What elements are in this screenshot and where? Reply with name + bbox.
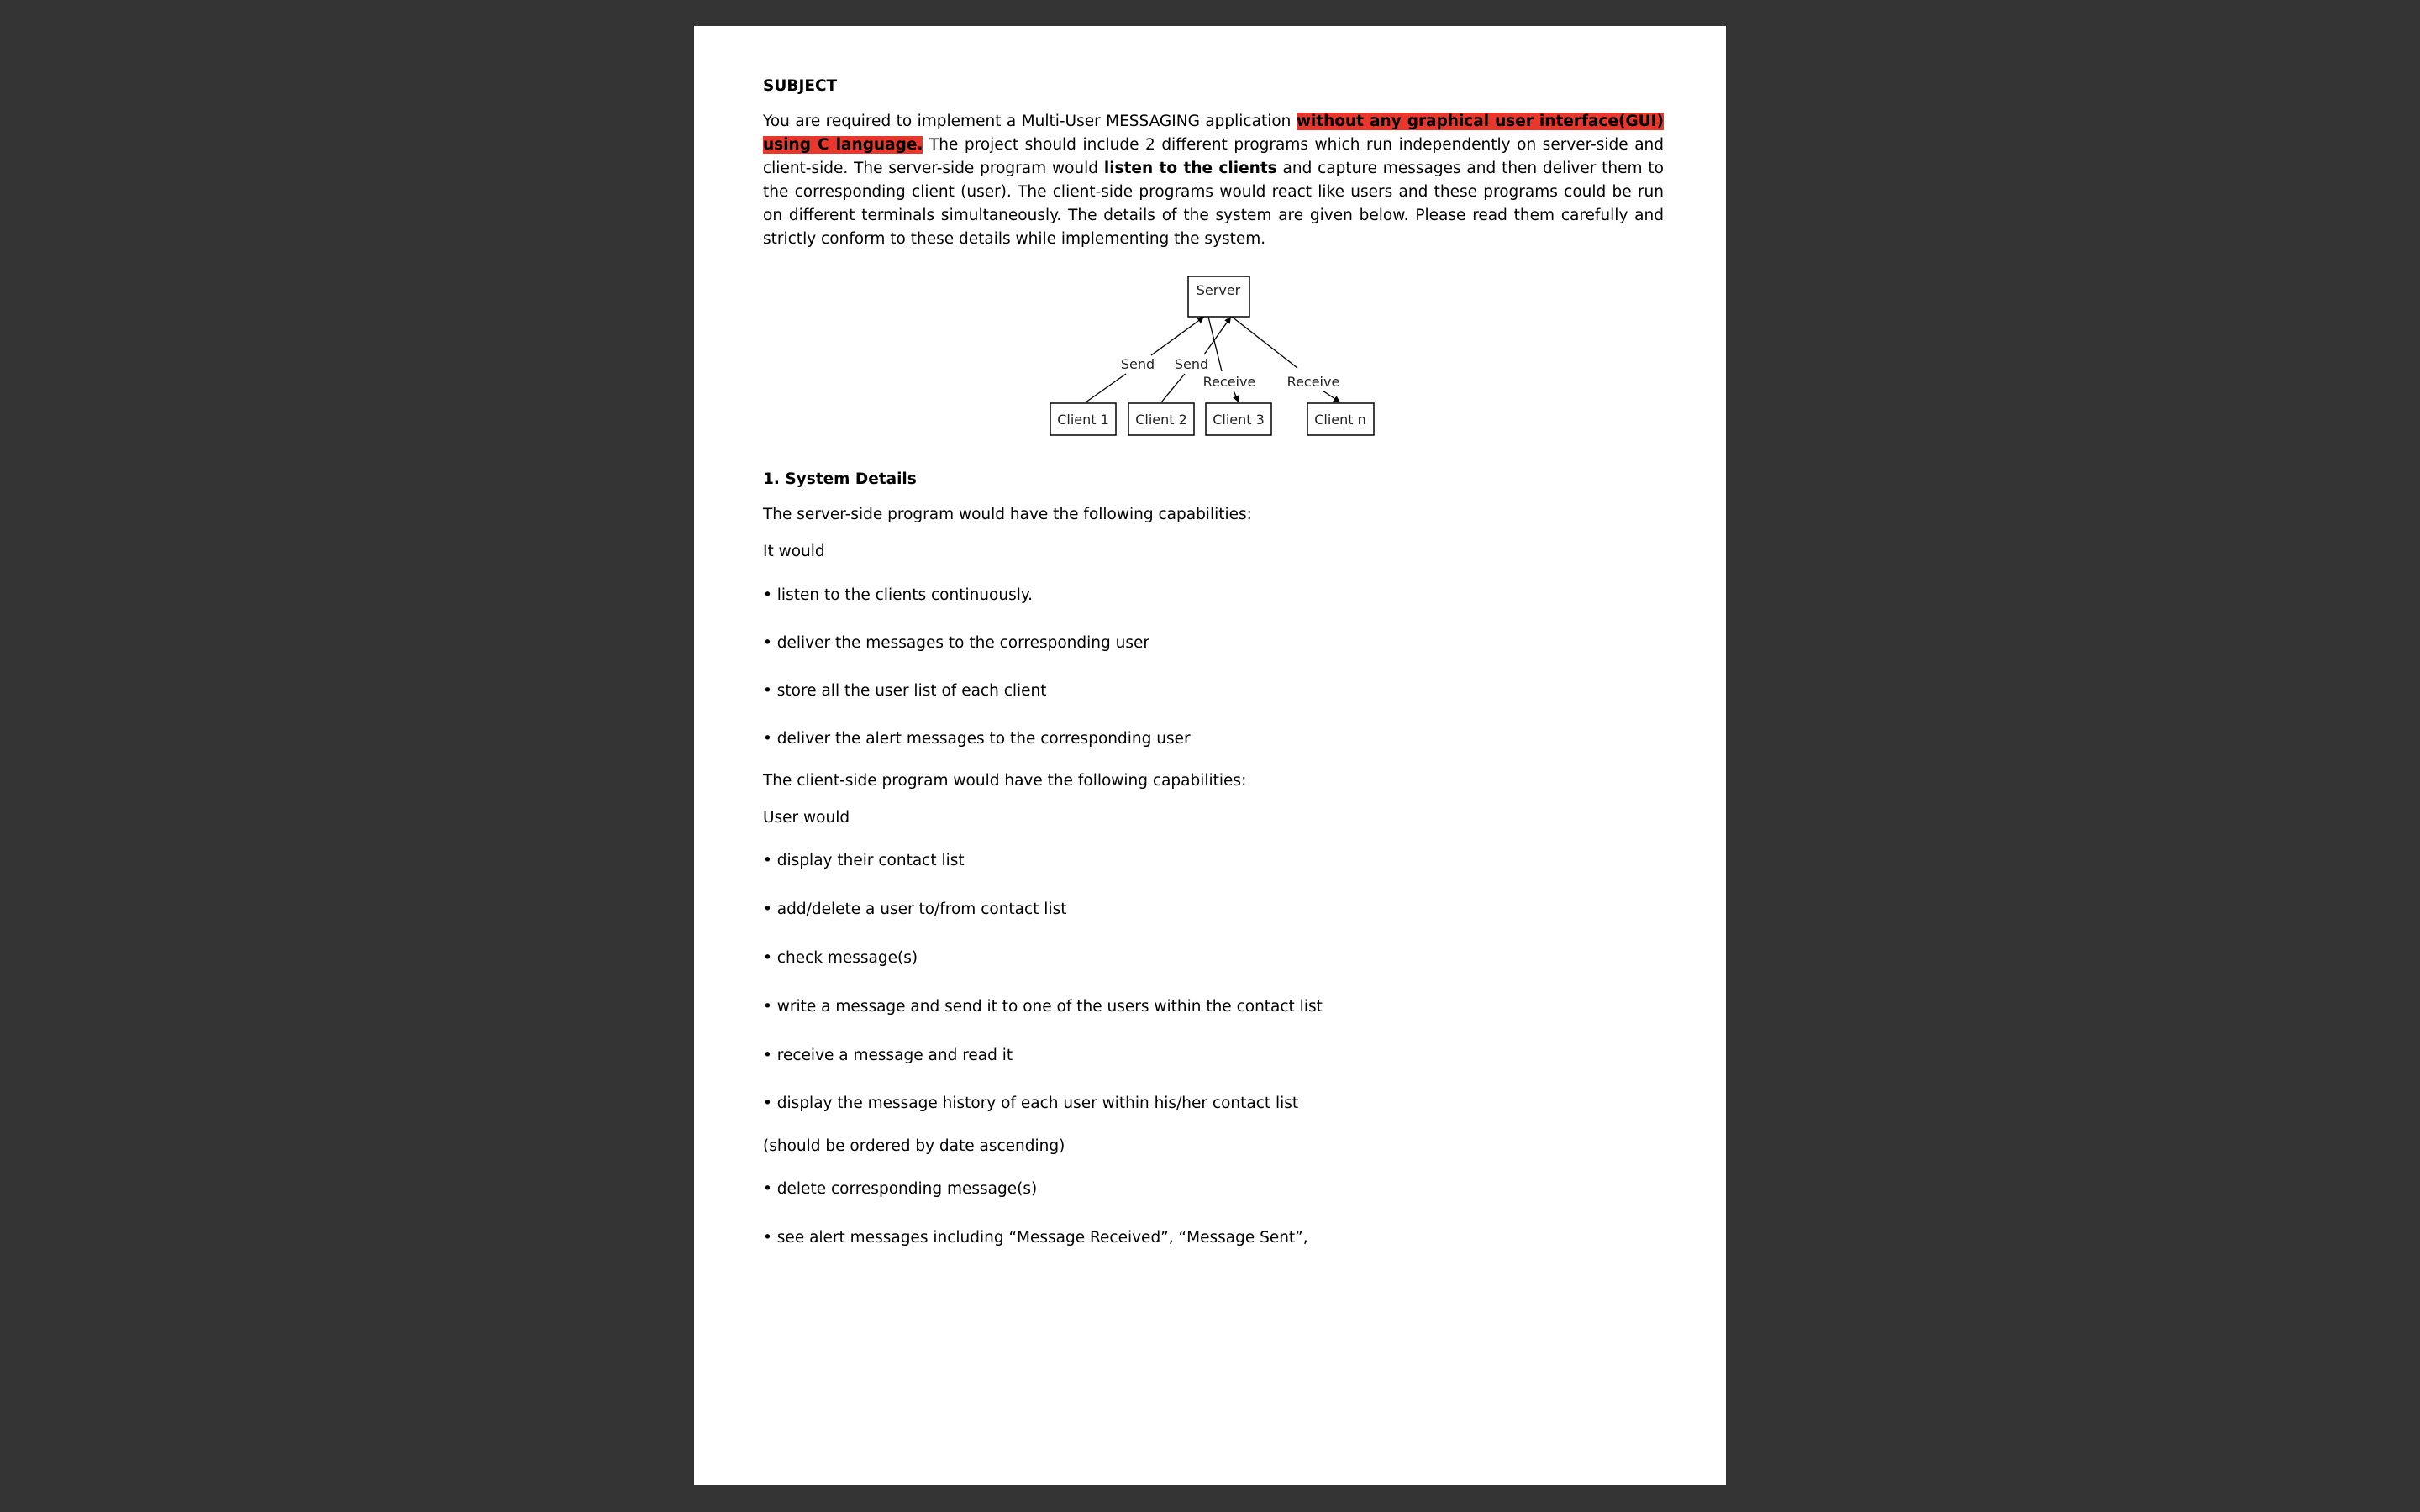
receive-label-2: Receive <box>1286 374 1340 390</box>
intro-text-2: The project should include 2 different programs which run independently on server-side and client-side. The server-side program would <box>763 136 1664 177</box>
intro-paragraph <box>763 110 1664 251</box>
client-label-1: Client 1 <box>1057 412 1109 428</box>
architecture-diagram <box>763 273 1664 449</box>
send-label-1: Send <box>1120 356 1155 372</box>
intro-bold: listen to the clients <box>1103 160 1277 177</box>
client-label-3: Client 3 <box>1213 412 1265 428</box>
client-bullet-4: • write a message and send it to one of the users within the contact list <box>763 998 1323 1016</box>
server-bullet-2: • deliver the messages to the corresponding user <box>763 634 1150 652</box>
server-bullet-1: • listen to the clients continuously. <box>763 586 1034 604</box>
document-content <box>763 73 1664 1250</box>
client-intro: The client-side program would have the following capabilities: <box>763 772 1247 790</box>
client-lead: User would <box>763 809 850 827</box>
send-arrow-2-lower <box>1161 374 1185 402</box>
receive-arrow-1-upper <box>1208 317 1222 371</box>
subject-heading: SUBJECT <box>763 77 838 95</box>
receive-arrow-2-upper <box>1232 317 1297 368</box>
client-note: (should be ordered by date ascending) <box>763 1137 1065 1155</box>
receive-arrow-2-lower <box>1323 391 1340 402</box>
server-bullet-4: • deliver the alert messages to the corresponding user <box>763 730 1191 748</box>
receive-arrow-1-lower <box>1234 391 1239 402</box>
send-arrow-1-lower <box>1086 374 1126 402</box>
server-bullet-3: • store all the user list of each client <box>763 682 1047 700</box>
client-bullet-8: • see alert messages including “Message Received”, “Message Sent”, <box>763 1229 1308 1247</box>
server-lead: It would <box>763 543 825 560</box>
receive-label-1: Receive <box>1202 374 1256 390</box>
server-intro: The server-side program would have the following capabilities: <box>763 506 1252 523</box>
client-label-n: Client n <box>1314 412 1366 428</box>
client-bullet-6: • display the message history of each user within his/her contact list <box>763 1095 1299 1112</box>
intro-text-3: and capture messages and then deliver them to the corresponding client (user). The client-side programs would react like users and these programs could be run on different terminals simultaneously. The details of the system are given below. Please read them carefully and strictly conform to these details while implementing the system. <box>763 160 1664 248</box>
server-label: Server <box>1196 282 1241 298</box>
client-bullet-3: • check message(s) <box>763 949 918 967</box>
client-bullet-5: • receive a message and read it <box>763 1047 1013 1064</box>
client-bullet-7: • delete corresponding message(s) <box>763 1180 1038 1198</box>
client-label-2: Client 2 <box>1135 412 1187 428</box>
send-arrow-1-upper <box>1151 317 1204 355</box>
client-bullet-2: • add/delete a user to/from contact list <box>763 900 1067 918</box>
document-page <box>694 26 1726 1485</box>
intro-highlight: without any graphical user interface(GUI) using C language. <box>763 113 1665 154</box>
send-label-2: Send <box>1174 356 1209 372</box>
client-bullet-1: • display their contact list <box>763 852 965 869</box>
send-arrow-2-upper <box>1204 317 1231 354</box>
intro-text-1: You are required to implement a Multi-User MESSAGING application <box>763 113 1297 130</box>
section-title: 1. System Details <box>763 470 917 488</box>
